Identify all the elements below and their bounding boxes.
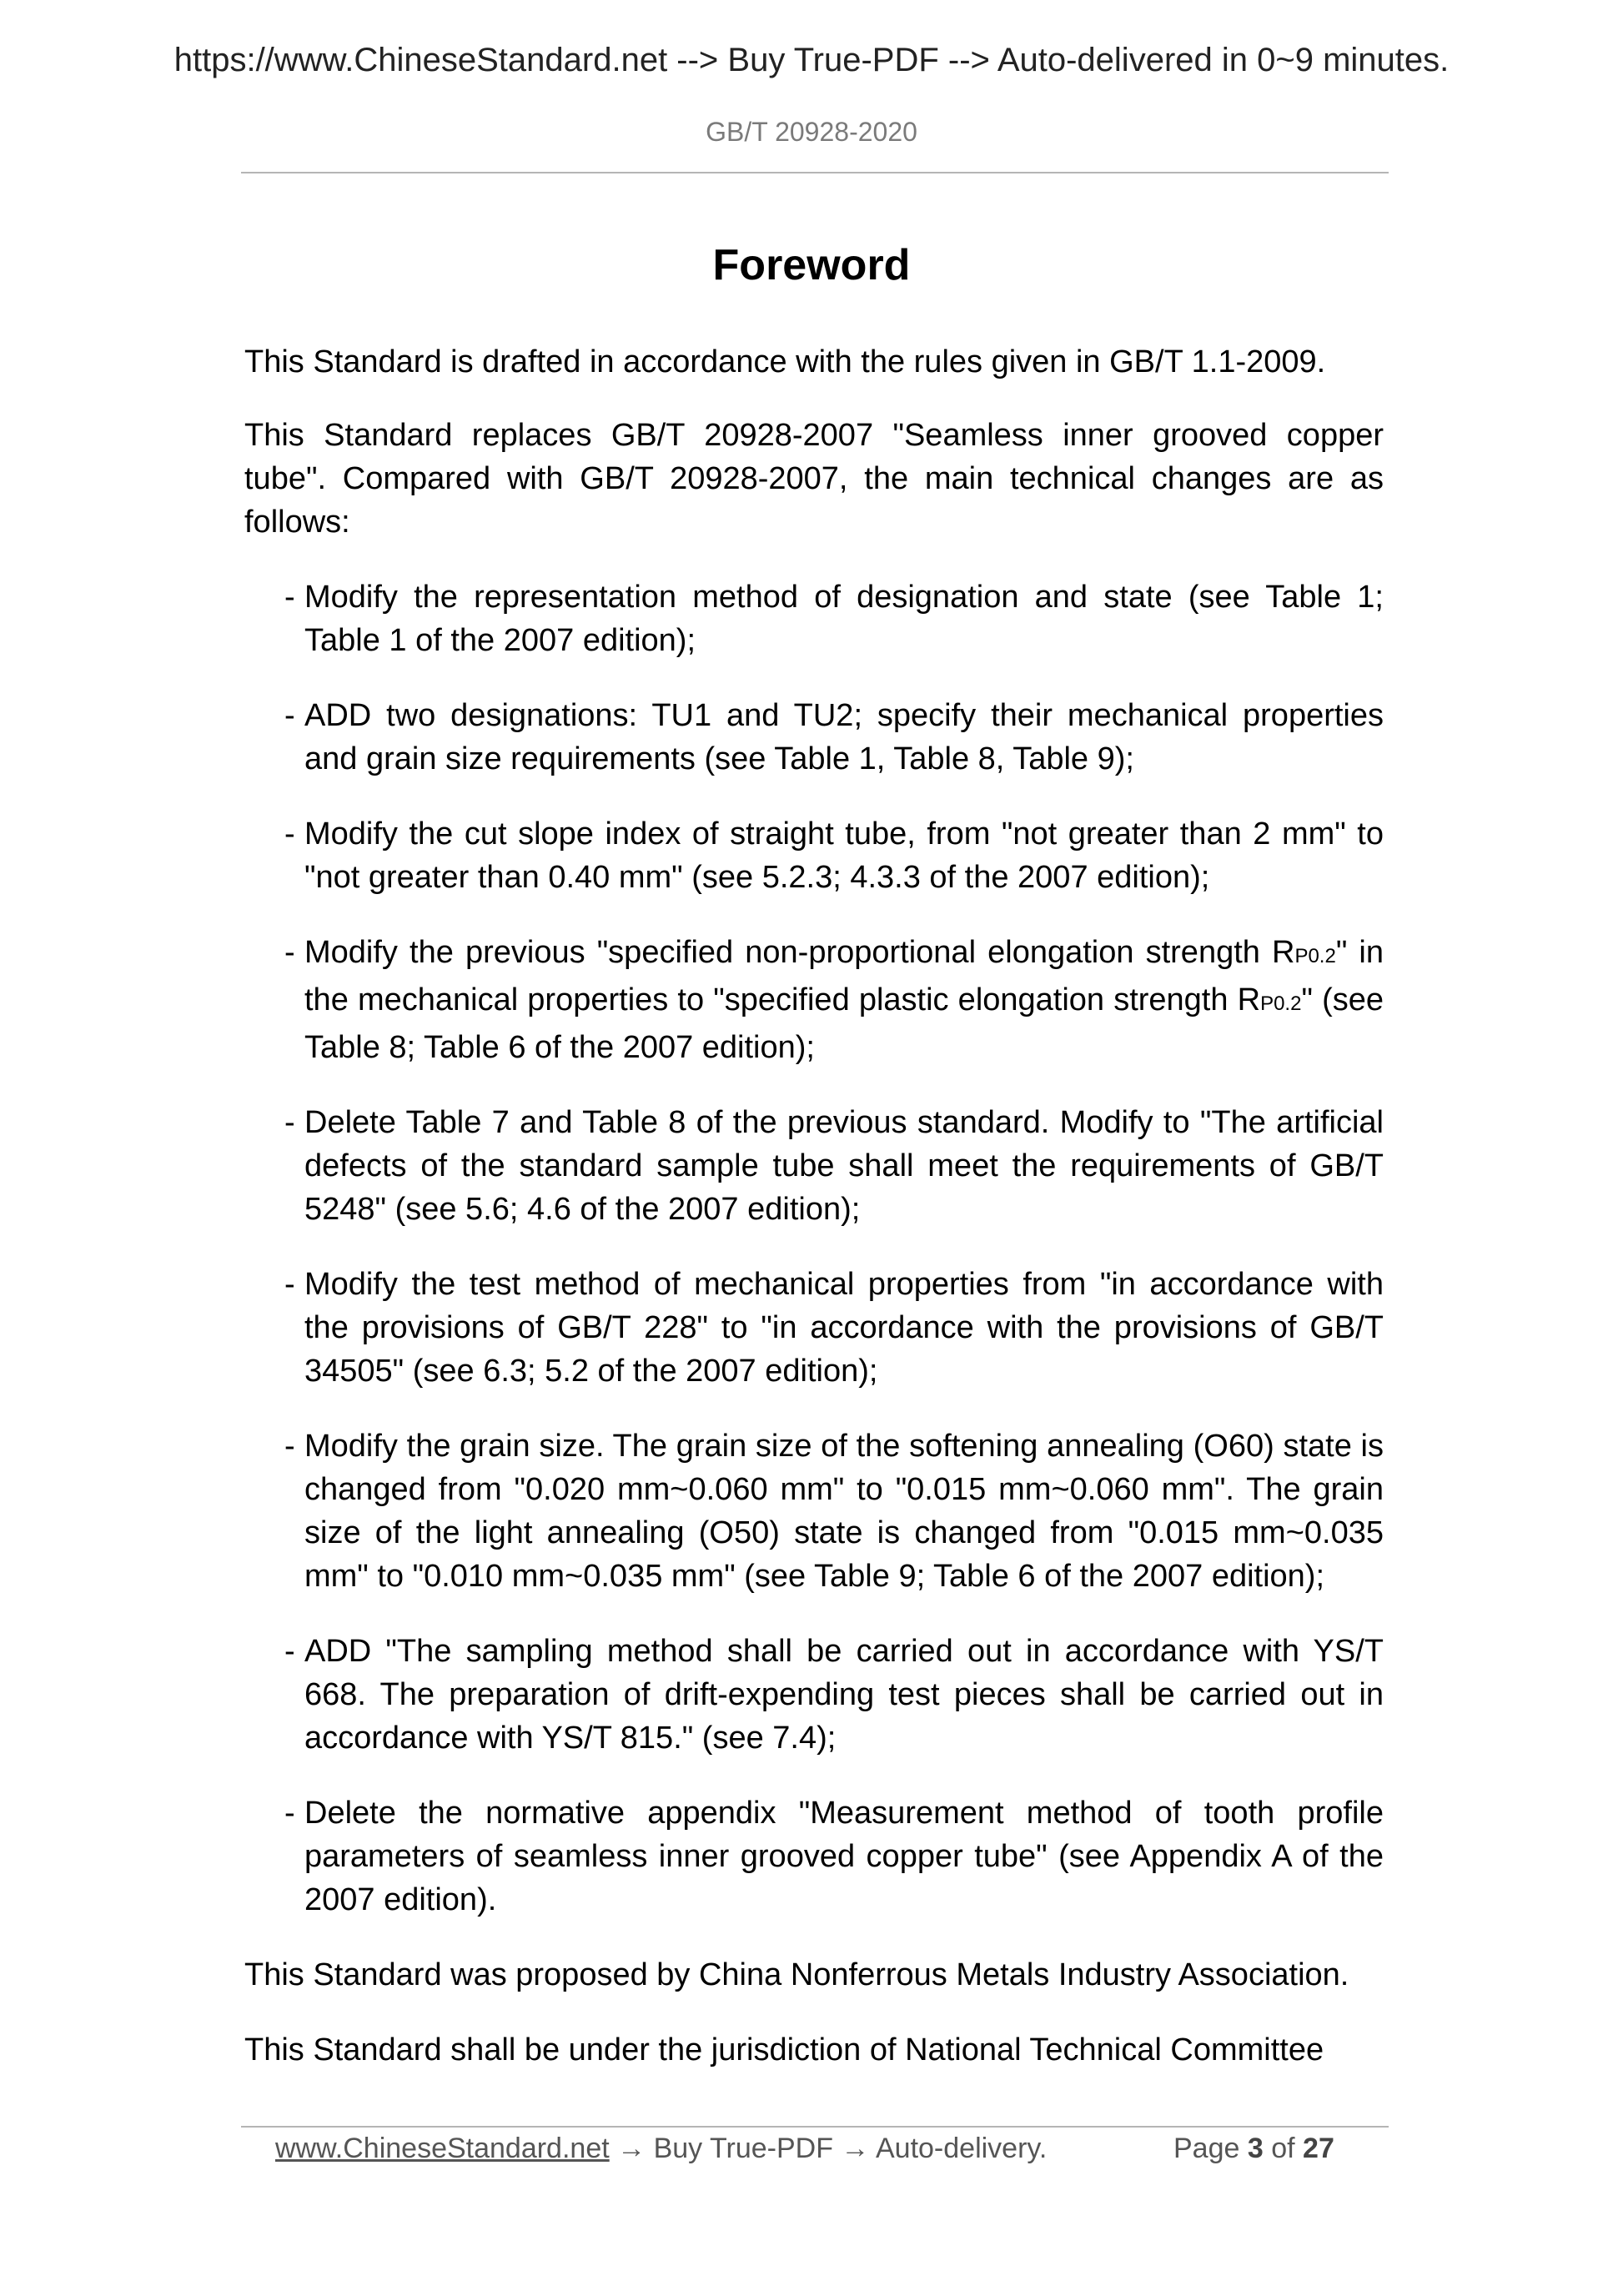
- footer-divider: [241, 2126, 1389, 2128]
- subscript-p02: P0.2: [1294, 945, 1336, 967]
- changes-list: [244, 575, 1384, 1922]
- intro-paragraph: This Standard is drafted in accordance with the rules given in GB/T 1.1-2009.: [244, 344, 1326, 379]
- proposer-paragraph: This Standard was proposed by China Nonferrous Metals Industry Association.: [244, 1957, 1349, 1992]
- list-item: [244, 812, 1384, 899]
- list-item-text: Modify the previous "specified non-proportional elongation strength RP0.2" in the mechanical properties to "specified plastic elongation strength RP0.2" (see Table 8; Table 6 of the 2007 edition);: [304, 935, 1384, 1065]
- dash-bullet: -: [284, 1634, 295, 1669]
- page-title: Foreword: [712, 241, 911, 289]
- list-item: [244, 1263, 1384, 1393]
- list-item: [244, 694, 1384, 781]
- list-item-text: Delete Table 7 and Table 8 of the previous standard. Modify to "The artificial defects of the standard sample tube shall meet the requirements of GB/T 5248" (see 5.6; 4.6 of the 2007 edition);: [304, 1105, 1384, 1227]
- dash-bullet: -: [284, 935, 295, 970]
- list-item-text: Modify the test method of mechanical properties from "in accordance with the provisions of GB/T 228" to "in accordance with the provisions of GB/T 34505" (see 6.3; 5.2 of the 2007 edition);: [304, 1267, 1384, 1389]
- list-item: [244, 931, 1384, 1069]
- dash-bullet: -: [284, 698, 295, 733]
- list-item: [244, 1101, 1384, 1231]
- subscript-p02: P0.2: [1260, 992, 1302, 1015]
- list-item: [244, 575, 1384, 662]
- page-footer: [275, 2133, 1359, 2165]
- footer-tagline: → Buy True-PDF → Auto-delivery.: [609, 2133, 1048, 2164]
- header-divider: [241, 172, 1389, 173]
- replacement-paragraph: This Standard replaces GB/T 20928-2007 "Seamless inner grooved copper tube". Compared with GB/T 20928-2007, the main technical changes are as follows:: [244, 418, 1384, 540]
- list-item: [244, 1791, 1384, 1922]
- jurisdiction-paragraph: This Standard shall be under the jurisdiction of National Technical Committee: [244, 2032, 1324, 2067]
- list-item: [244, 1424, 1384, 1598]
- list-item-text: ADD "The sampling method shall be carried out in accordance with YS/T 668. The preparation of drift-expending test pieces shall be carried out in accordance with YS/T 815." (see 7.4);: [304, 1634, 1384, 1756]
- standard-code: GB/T 20928-2020: [706, 117, 917, 147]
- dash-bullet: -: [284, 580, 295, 615]
- list-item-text: ADD two designations: TU1 and TU2; specify their mechanical properties and grain size requirements (see Table 1, Table 8, Table 9);: [304, 698, 1384, 776]
- list-item-text: Modify the representation method of designation and state (see Table 1; Table 1 of the 2007 edition);: [304, 580, 1384, 658]
- dash-bullet: -: [284, 1796, 295, 1831]
- list-item-text: Modify the cut slope index of straight tube, from "not greater than 2 mm" to "not greater than 0.40 mm" (see 5.2.3; 4.3.3 of the 2007 edition);: [304, 816, 1384, 895]
- dash-bullet: -: [284, 816, 295, 852]
- total-pages-number: 27: [1303, 2133, 1334, 2164]
- site-link[interactable]: www.ChineseStandard.net: [275, 2133, 610, 2164]
- list-item-text: Modify the grain size. The grain size of the softening annealing (O60) state is changed from "0.020 mm~0.060 mm" to "0.015 mm~0.060 mm". The grain size of the light annealing (O50) state is changed from "0.015 mm~0.035 mm" to "0.010 mm~0.035 mm" (see Table 9; Table 6 of the 2007 edition);: [304, 1429, 1384, 1594]
- document-body: [244, 340, 1384, 2103]
- dash-bullet: -: [284, 1429, 295, 1464]
- top-banner: https://www.ChineseStandard.net --> Buy True-PDF --> Auto-delivered in 0~9 minutes.: [173, 42, 1450, 78]
- current-page-number: 3: [1247, 2133, 1264, 2164]
- list-item: [244, 1630, 1384, 1760]
- page-indicator: Page 3 of 27: [1173, 2133, 1334, 2164]
- dash-bullet: -: [284, 1267, 295, 1302]
- dash-bullet: -: [284, 1105, 295, 1140]
- list-item-text: Delete the normative appendix "Measurement method of tooth profile parameters of seamless inner grooved copper tube" (see Appendix A of the 2007 edition).: [304, 1796, 1384, 1917]
